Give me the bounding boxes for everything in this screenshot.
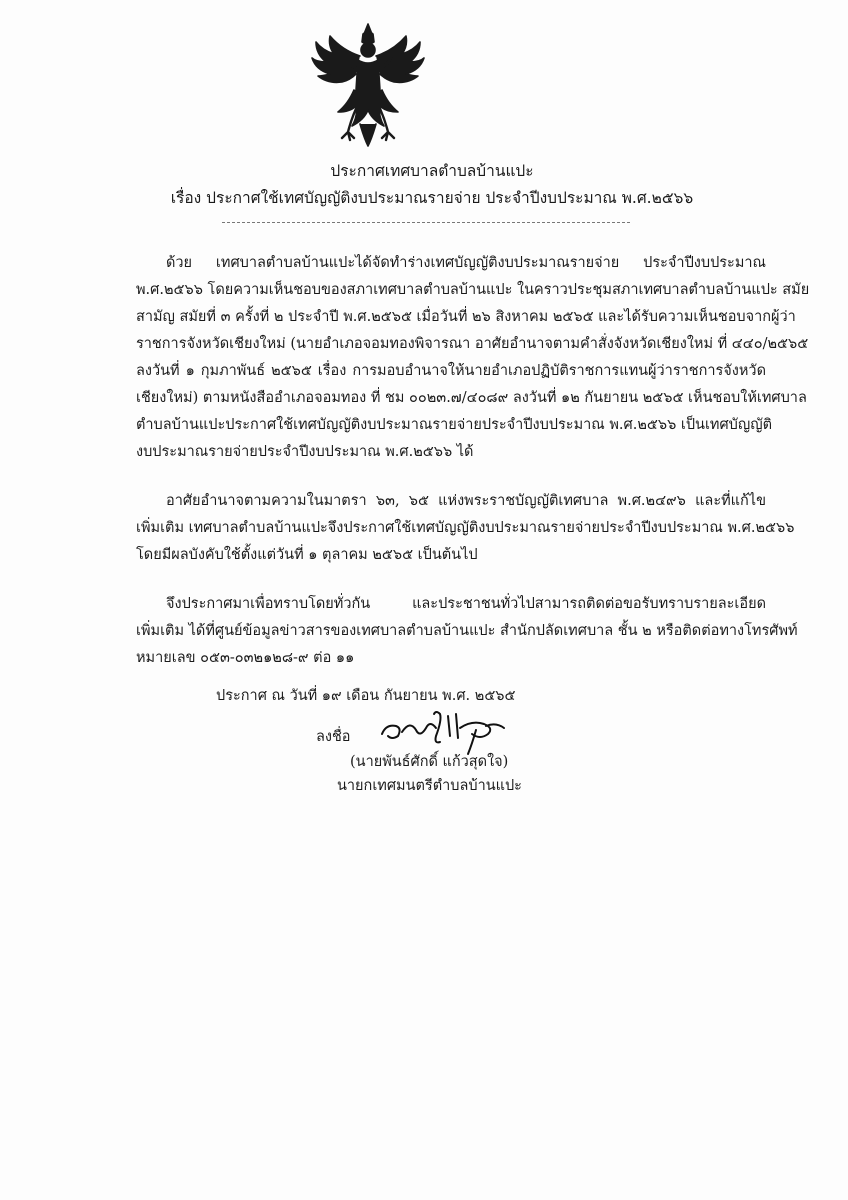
signatory-position: นายกเทศมนตรีตำบลบ้านแปะ [337, 778, 522, 794]
paragraph-1-line: ราชการจังหวัดเชียงใหม่ (นายอำเภอจอมทองพิจารณา อาศัยอำนาจตามคำสั่งจังหวัดเชียงใหม่ ที่ ๔๔๐/๒๕๖๕ [136, 336, 809, 352]
announcement-date: ประกาศ ณ วันที่ ๑๙ เดือน กันยายน พ.ศ. ๒๕๖๕ [216, 688, 516, 704]
signatory-name: (นายพันธ์ศักดิ์ แก้วสุดใจ) [350, 754, 509, 770]
document-title: ประกาศเทศบาลตำบลบ้านแปะ [330, 162, 534, 180]
paragraph-1-line: ลงวันที่ ๑ กุมภาพันธ์ ๒๕๖๕ เรื่อง การมอบอำนาจให้นายอำเภอปฏิบัติราชการแทนผู้ว่าราชการจังหวัด [136, 363, 766, 379]
paragraph-1-line: ด้วย เทศบาลตำบลบ้านแปะได้จัดทำร่างเทศบัญญัติงบประมาณรายจ่าย ประจำปีงบประมาณ [166, 255, 766, 271]
paragraph-2-line: เพิ่มเติม เทศบาลตำบลบ้านแปะจึงประกาศใช้เทศบัญญัติงบประมาณรายจ่ายประจำปีงบประมาณ พ.ศ.๒๕๖๖ [136, 520, 795, 536]
title-divider [222, 222, 630, 223]
paragraph-3-line: จึงประกาศมาเพื่อทราบโดยทั่วกัน และประชาชนทั่วไปสามารถติดต่อขอรับทราบรายละเอียด [166, 596, 766, 612]
paragraph-1-line: งบประมาณรายจ่ายประจำปีงบประมาณ พ.ศ.๒๕๖๖ ได้ [136, 444, 474, 460]
paragraph-2-line: อาศัยอำนาจตามความในมาตรา ๖๓, ๖๕ แห่งพระราชบัญญัติเทศบาล พ.ศ.๒๔๙๖ และที่แก้ไข [166, 493, 766, 509]
garuda-emblem [308, 20, 428, 150]
handwritten-signature [376, 706, 526, 756]
paragraph-1-line: สามัญ สมัยที่ ๓ ครั้งที่ ๒ ประจำปี พ.ศ.๒๕๖๕ เมื่อวันที่ ๒๖ สิงหาคม ๒๕๖๕ และได้รับความเห็นชอบจากผู้ว่า [136, 309, 796, 325]
paragraph-1-line: เชียงใหม่) ตามหนังสืออำเภอจอมทอง ที่ ชม ๐๐๒๓.๗/๔๐๘๙ ลงวันที่ ๑๒ กันยายน ๒๕๖๕ เห็นชอบให้เทศบาล [136, 390, 807, 406]
sign-label: ลงชื่อ [316, 729, 351, 745]
paragraph-1-line: พ.ศ.๒๕๖๖ โดยความเห็นชอบของสภาเทศบาลตำบลบ้านแปะ ในคราวประชุมสภาเทศบาลตำบลบ้านแปะ สมัย [136, 282, 810, 298]
paragraph-3-line: หมายเลข ๐๕๓-๐๓๒๑๒๘-๙ ต่อ ๑๑ [136, 650, 355, 666]
paragraph-1-line: ตำบลบ้านแปะประกาศใช้เทศบัญญัติงบประมาณรายจ่ายประจำปีงบประมาณ พ.ศ.๒๕๖๖ เป็นเทศบัญญัติ [136, 417, 772, 433]
document-subject: เรื่อง ประกาศใช้เทศบัญญัติงบประมาณรายจ่าย ประจำปีงบประมาณ พ.ศ.๒๕๖๖ [170, 189, 694, 207]
paragraph-2-line: โดยมีผลบังคับใช้ตั้งแต่วันที่ ๑ ตุลาคม ๒๕๖๕ เป็นต้นไป [136, 547, 478, 563]
paragraph-3-line: เพิ่มเติม ได้ที่ศูนย์ข้อมูลข่าวสารของเทศบาลตำบลบ้านแปะ สำนักปลัดเทศบาล ชั้น ๒ หรือติดต่อทางโทรศัพท์ [136, 623, 798, 639]
